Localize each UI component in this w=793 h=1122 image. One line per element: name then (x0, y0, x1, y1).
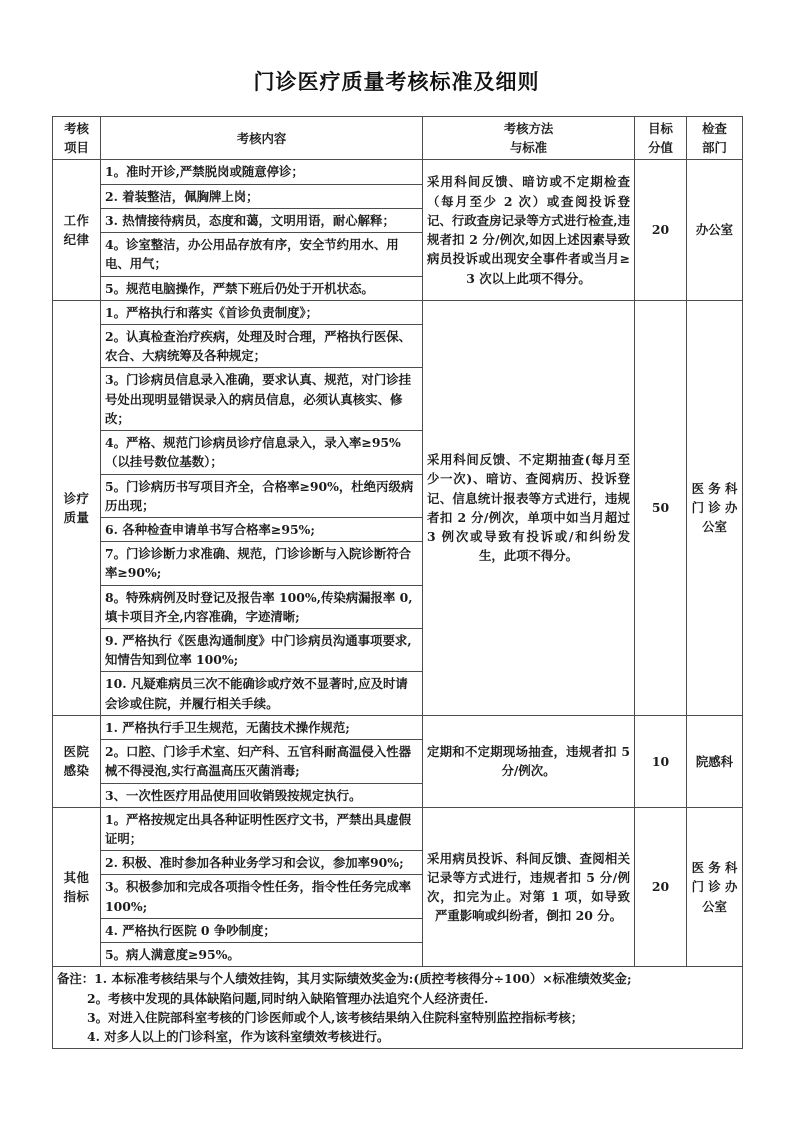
content-item: 2. 积极、准时参加各种业务学习和会议，参加率90%; (101, 851, 423, 875)
header-method (423, 117, 635, 160)
content-item: 3。积极参加和完成各项指令性任务，指令性任务完成率 100%; (101, 875, 423, 918)
header-score-line1: 目标 (648, 121, 673, 136)
category-line1: 其他 (63, 869, 90, 885)
content-item: 4. 严格执行医院 0 争吵制度； (101, 918, 423, 942)
method-cell: 定期和不定期现场抽查，违规者扣 5 分/例次。 (423, 715, 635, 807)
content-item: 3、一次性医疗用品使用回收销毁按规定执行。 (101, 783, 423, 807)
page-title: 门诊医疗质量考核标准及细则 (253, 69, 540, 94)
assessment-table (52, 116, 743, 1049)
category-other-indicators (53, 807, 101, 967)
content-item: 2。口腔、门诊手术室、妇产科、五官科耐高温侵入性器械不得浸泡,实行高温高压灭菌消毒; (101, 740, 423, 783)
department-cell: 办公室 (687, 160, 743, 300)
notes-row (53, 967, 743, 1049)
content-item: 5。门诊病历书写项目齐全，合格率≥90%，杜绝丙级病历出现； (101, 474, 423, 517)
category-line1: 诊疗 (63, 490, 90, 506)
category-work-discipline (53, 160, 101, 300)
category-line1: 医院 (63, 744, 90, 760)
notes-line-4: 4. 对多人以上的门诊科室，作为该科室绩效考核进行。 (87, 1028, 390, 1044)
content-item: 2. 着装整洁，佩胸牌上岗； (101, 184, 423, 208)
notes-line-2: 2。考核中发现的具体缺陷问题,同时纳入缺陷管理办法追究个人经济责任. (87, 990, 489, 1006)
method-cell: 采用科间反馈、暗访或不定期检查（每月至少 2 次）或查阅投诉登记、行政查房记录等方式进行检查,违规者扣 2 分/例次,如因上述因素导致病员投诉或出现安全事件者或当月≥3 次以上此项不得分。 (423, 160, 635, 300)
category-line2: 纪律 (63, 232, 90, 248)
category-line2: 指标 (63, 889, 90, 905)
table-row (53, 160, 743, 184)
table-row (53, 300, 743, 324)
table-row (53, 715, 743, 739)
table-row (53, 807, 743, 850)
content-item: 5。规范电脑操作，严禁下班后仍处于开机状态。 (101, 276, 423, 300)
header-method-line2: 与标准 (509, 140, 548, 156)
header-score (635, 117, 687, 160)
department-cell: 院感科 (687, 715, 743, 807)
header-item-line2: 项目 (64, 140, 89, 156)
content-item: 9. 严格执行《医患沟通制度》中门诊病员沟通事项要求,知情告知到位率 100%; (101, 629, 423, 672)
content-item: 8。特殊病例及时登记及报告率 100%,传染病漏报率 0,填卡项目齐全,内容准确，字迹清晰; (101, 585, 423, 628)
notes-text-1: 1. 本标准考核结果与个人绩效挂钩，其月实际绩效奖金为:(质控考核得分÷100）×标准绩效奖金; (94, 971, 632, 987)
header-dept-line1: 检查 (702, 121, 727, 136)
content-item: 1。准时开诊,严禁脱岗或随意停诊； (101, 160, 423, 184)
header-item-line1: 考核 (64, 121, 89, 136)
notes-cell (53, 967, 743, 1049)
content-item: 10. 凡疑难病员三次不能确诊或疗效不显著时,应及时请会诊或住院，并履行相关手续。 (101, 672, 423, 715)
content-item: 5。病人满意度≥95%。 (101, 943, 423, 967)
notes-line-1 (57, 969, 738, 988)
table-header-row (53, 117, 743, 160)
header-dept (687, 117, 743, 160)
header-item (53, 117, 101, 160)
content-item: 2。认真检查治疗疾病，处理及时合理，严格执行医保、农合、大病统筹及各种规定； (101, 324, 423, 367)
header-score-line2: 分值 (648, 140, 673, 156)
content-item: 3。门诊病员信息录入准确，要求认真、规范，对门诊挂号处出现明显错误录入的病员信息，必须认真核实、修改； (101, 368, 423, 431)
department-cell: 医 务 科 门 诊 办 公室 (687, 300, 743, 715)
header-content: 考核内容 (101, 117, 423, 160)
category-line2: 感染 (63, 763, 90, 779)
score-cell: 50 (635, 300, 687, 715)
notes-label: 备注： (57, 971, 95, 987)
content-item: 1。严格按规定出具各种证明性医疗文书，严禁出具虚假证明； (101, 807, 423, 850)
category-hospital-infection (53, 715, 101, 807)
method-cell: 采用病员投诉、科间反馈、查阅相关记录等方式进行，违规者扣 5 分/例次，扣完为止。对第 1 项，如导致严重影响或纠纷者，倒扣 20 分。 (423, 807, 635, 967)
score-cell: 10 (635, 715, 687, 807)
score-cell: 20 (635, 807, 687, 967)
category-line2: 质量 (63, 509, 90, 525)
content-item: 6. 各种检查申请单书写合格率≥95%; (101, 517, 423, 541)
category-diagnosis-quality (53, 300, 101, 715)
content-item: 7。门诊诊断力求准确、规范，门诊诊断与入院诊断符合率≥90%; (101, 542, 423, 585)
content-item: 4。诊室整洁，办公用品存放有序，安全节约用水、用电、用气； (101, 233, 423, 276)
department-cell: 医 务 科 门 诊 办 公室 (687, 807, 743, 967)
content-item: 1。严格执行和落实《首诊负责制度》； (101, 300, 423, 324)
content-item: 3. 热情接待病员，态度和蔼，文明用语，耐心解释； (101, 208, 423, 232)
content-item: 1. 严格执行手卫生规范，无菌技术操作规范; (101, 715, 423, 739)
method-cell: 采用科间反馈、不定期抽查(每月至少一次)、暗访、查阅病历、投诉登记、信息统计报表等方式进行，违规者扣 2 分/例次，单项中如当月超过 3 例次或导致有投诉或/和纠纷发生，此项不得分。 (423, 300, 635, 715)
category-line1: 工作 (63, 212, 90, 228)
notes-line-3: 3。对进入住院部科室考核的门诊医师或个人,该考核结果纳入住院科室特别监控指标考核； (87, 1009, 584, 1025)
header-method-line1: 考核方法 (503, 121, 554, 136)
header-dept-line2: 部门 (702, 140, 727, 156)
score-cell: 20 (635, 160, 687, 300)
content-item: 4。严格、规范门诊病员诊疗信息录入，录入率≥95%（以挂号数位基数）； (101, 431, 423, 474)
